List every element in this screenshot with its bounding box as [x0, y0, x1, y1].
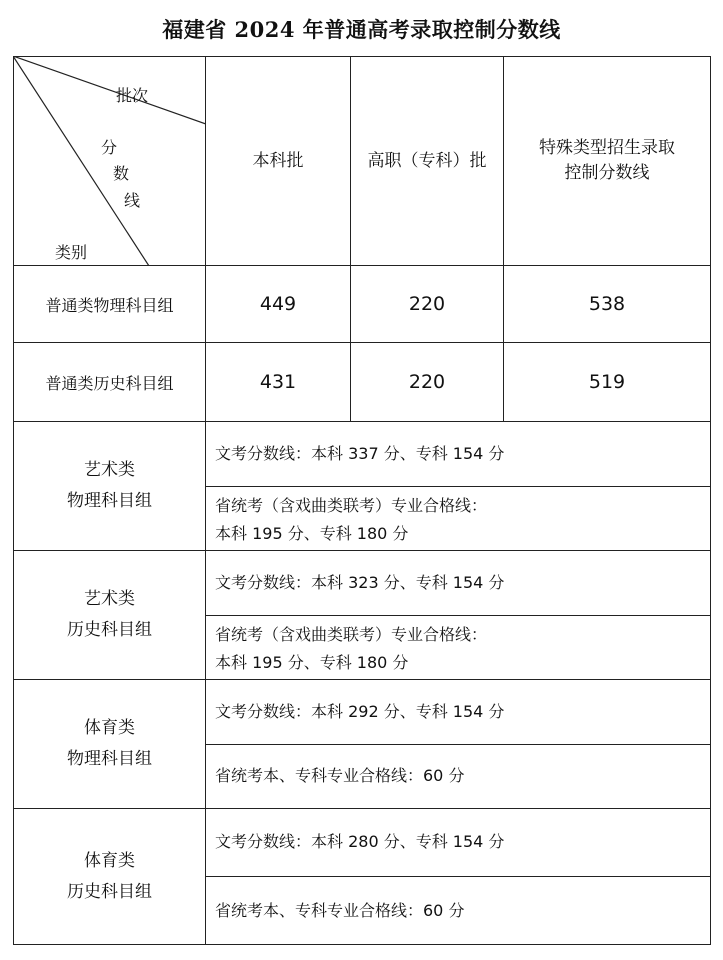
table-border-right — [710, 56, 711, 945]
subrow-divider — [205, 744, 711, 745]
group-label-line: 艺术类 — [84, 460, 135, 480]
subrow-divider — [205, 615, 711, 616]
group-label-line: 艺术类 — [84, 589, 135, 609]
culture-score-line: 文考分数线：本科 280 分、专科 154 分 — [215, 832, 505, 851]
pro-score-line: 省统考（含戏曲类联考）专业合格线： 本科 195 分、专科 180 分 — [215, 496, 488, 543]
page-title: 福建省 2024 年普通高考录取控制分数线 — [162, 17, 561, 42]
column-header: 本科批 — [252, 150, 304, 171]
score-cell: 449 — [259, 293, 297, 315]
group-label — [14, 680, 205, 808]
score-cell: 220 — [408, 293, 446, 315]
group-label-line: 物理科目组 — [67, 491, 152, 511]
subrow-divider — [205, 486, 711, 487]
group-label — [14, 551, 205, 679]
group-label-line: 物理科目组 — [67, 749, 152, 769]
score-cell: 431 — [259, 371, 297, 393]
column-header: 高职（专科）批 — [367, 150, 487, 171]
score-cell: 519 — [588, 371, 626, 393]
group-label — [14, 809, 205, 944]
row-label: 普通类物理科目组 — [45, 295, 174, 315]
pro-score-line: 省统考本、专科专业合格线：60 分 — [215, 766, 465, 785]
score-cell: 220 — [408, 371, 446, 393]
group-label-line: 体育类 — [84, 850, 135, 871]
corner-label-category: 类别 — [55, 243, 88, 262]
group-label — [14, 422, 205, 550]
pro-score-line: 省统考（含戏曲类联考）专业合格线： 本科 195 分、专科 180 分 — [215, 625, 488, 672]
corner-label-score: 数 — [113, 164, 130, 183]
corner-label-score: 线 — [124, 191, 141, 210]
subrow-divider — [205, 876, 711, 877]
corner-label-score: 分 — [101, 138, 118, 157]
group-label-line: 体育类 — [84, 718, 135, 738]
corner-diagonals — [13, 56, 206, 266]
corner-label-batch: 批次 — [116, 86, 149, 105]
table-border-bottom — [13, 944, 711, 945]
culture-score-line: 文考分数线：本科 292 分、专科 154 分 — [215, 702, 505, 721]
score-cell: 538 — [588, 293, 626, 315]
pro-score-line: 省统考本、专科专业合格线：60 分 — [215, 901, 465, 920]
culture-score-line: 文考分数线：本科 323 分、专科 154 分 — [215, 573, 505, 592]
culture-score-line: 文考分数线：本科 337 分、专科 154 分 — [215, 444, 505, 463]
group-label-line: 历史科目组 — [67, 620, 152, 640]
column-header: 特殊类型招生录取 控制分数线 — [539, 138, 675, 183]
group-label-line: 历史科目组 — [67, 881, 152, 902]
row-label: 普通类历史科目组 — [45, 373, 174, 393]
